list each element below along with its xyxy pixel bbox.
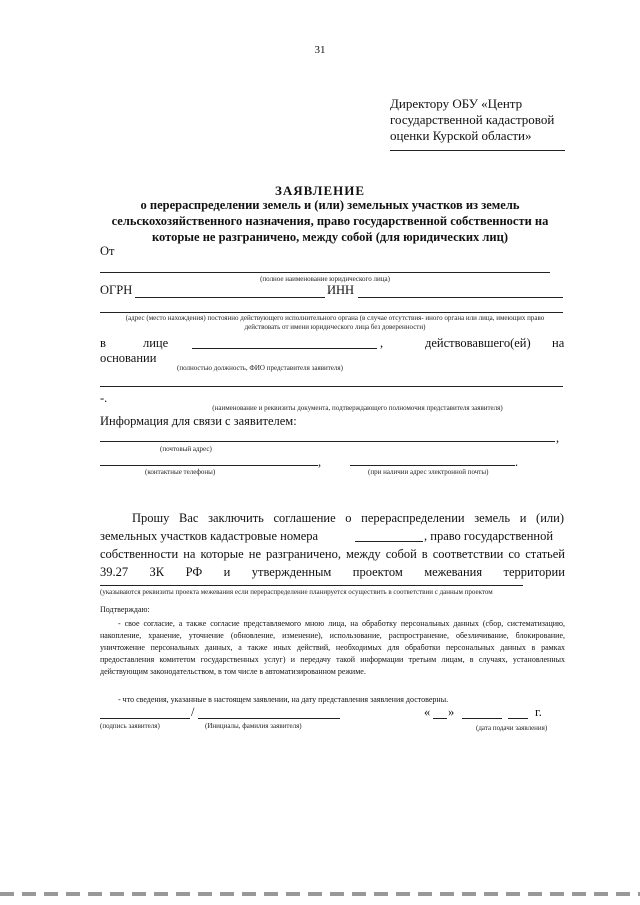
request-word: ЗК (149, 565, 165, 579)
request-line-4 (100, 562, 565, 582)
date-caption: (дата подачи заявления) (476, 724, 548, 732)
basis-document-field[interactable] (100, 386, 563, 387)
from-caption: (полное наименование юридического лица) (260, 275, 390, 283)
document-caption: (наименование и реквизиты документа, подтверждающего полномочия представителя заявителя) (212, 404, 503, 412)
request-word: и (223, 565, 231, 579)
cadastral-numbers-field[interactable] (355, 541, 423, 542)
applicant-name-field[interactable] (100, 272, 550, 273)
date-close-quote: » (448, 705, 455, 719)
from-label: От (100, 244, 115, 258)
email-caption: (при наличии адрес электронной почты) (368, 468, 489, 476)
representative-caption: (полностью должность, ФИО представителя заявителя) (177, 364, 343, 372)
request-line-2-end: , право государственной (424, 529, 554, 543)
email-field[interactable] (350, 465, 515, 466)
in-person-v: в (100, 336, 106, 350)
postal-caption: (почтовый адрес) (160, 445, 212, 453)
request-line-3: собственности на которые не разграничено, между собой в соответствии со статьей (100, 547, 565, 561)
acting-label: действовавшего(ей) (425, 336, 531, 350)
ogrn-field[interactable] (135, 297, 325, 298)
addressee-line: государственной кадастровой (390, 112, 555, 127)
signature-caption: (подпись заявителя) (100, 722, 160, 730)
date-day-field[interactable] (433, 718, 447, 719)
contact-heading: Информация для связи с заявителем: (100, 414, 297, 428)
signature-slash: / (191, 705, 195, 719)
page-number: 31 (314, 44, 326, 56)
addressee-line: Директору ОБУ «Центр (390, 96, 523, 111)
project-caption: (указываются реквизиты проекта межевания если перераспределение планируется осуществить в соответствии с данным проектом (100, 588, 493, 596)
inn-label: ИНН (327, 283, 355, 297)
confirm-item-accuracy: - что сведения, указанные в настоящем заявлении, на дату представления заявления достоверны. (118, 695, 449, 704)
phone-field[interactable] (100, 465, 318, 466)
addressee-line: оценки Курской области» (390, 128, 532, 143)
year-suffix: г. (535, 705, 542, 719)
postal-address-field[interactable] (100, 441, 555, 442)
in-person-face: лице (143, 336, 169, 350)
request-line-2-start: земельных участков кадастровые номера (100, 529, 319, 543)
request-word: 39.27 (100, 565, 129, 579)
document-subtitle: о перераспределении земель и (или) земельных участков из земель сельскохозяйственного назначения, право государственной собственности на которые не разграничено, между собой (для юридических лиц) (111, 198, 549, 244)
request-word: утвержденным (251, 565, 332, 579)
applicant-initials-field[interactable] (198, 718, 340, 719)
request-word: межевания (424, 565, 483, 579)
addressee-signature-line[interactable] (390, 150, 565, 151)
ogrn-label: ОГРН (100, 283, 133, 297)
basis-label: основании (100, 351, 157, 365)
address-caption: (адрес (место нахождения) постоянно действующего исполнительного органа (в случае отсутствия- иного органа или лица, имеющих право действовать от имени юридического лица без доверенности) (125, 314, 545, 331)
signature-field[interactable] (100, 718, 190, 719)
document-title: ЗАЯВЛЕНИЕ (274, 183, 366, 198)
confirm-item-consent: - свое согласие, а также согласие представляемого мною лица, на обработку персональных данных (сбор, систематизацию, накопление, хранение, уточнение (обновление, изменение), использование, распространение, обезличивание, блокирование, уничтожение персональных данных, а также иных действий, необходимых для обработки персональных данных в рамках предоставления комитетом государственных услуг) и передачу такой информации третьим лицам, в случаях, установленных действующим законодательством, в том числе в автоматизированном режиме. (100, 619, 565, 676)
dash-mark: -. (100, 391, 108, 405)
address-field[interactable] (100, 312, 563, 313)
date-open-quote: « (424, 705, 431, 719)
inn-field[interactable] (358, 297, 563, 298)
confirm-heading: Подтверждаю: (100, 605, 150, 614)
initials-caption: (Инициалы, фамилия заявителя) (205, 722, 302, 730)
date-month-field[interactable] (462, 718, 502, 719)
representative-field[interactable] (192, 348, 377, 349)
project-details-field[interactable] (100, 585, 523, 586)
request-word: проектом (352, 565, 403, 579)
addressee-block (390, 96, 570, 144)
phone-caption: (контактные телефоны) (145, 468, 216, 476)
request-line-1: Прошу Вас заключить соглашение о перераспределении земель и (или) (132, 511, 564, 525)
date-year-field[interactable] (508, 718, 528, 719)
document-page: 31 Директору ОБУ «Центр государственной кадастровой оценки Курской области» ЗАЯВЛЕНИЕ о перераспределении земель и (или) земельных участков из земель сельскохозяйственного назначения, право государственной собственности на которые не разграничено, между собой (для юридических лиц) От (полное наименование юридического лица) ОГРН ИНН (адрес (место нахождения) постоянно действующего исполнительного органа (в случае отсутствия- иного органа или лица, имеющих право действовать от имени юридического лица без доверенности) в лице , действовавшего(ей) на основании (полностью должность, ФИО представителя заявителя) -. (наименование и реквизиты документа, подтверждающего полномочия представителя заявителя) Информация для связи с заявителем: , (почтовый адрес) , . (контактные телефоны) (при наличии адрес электронной почты) Прошу Вас заключить соглашение о перераспределении земель и (или) земельных участков кадастровые номера , право государственной собственности на которые не разграничено, между собой в соответствии со статьей 39.27 ЗК РФ и утвержденным проектом межевания территории (указываются реквизиты проекта межевания если перераспределение планируется осуществить в соответствии с данным проектом Подтверждаю: - свое согласие, а также согласие представляемого мною лица, на обработку персональных данных (сбор, систематизацию, накопление, хранение, уточнение (обновление, изменение), использование, распространение, обезличивание, блокирование, уничтожение персональных данных, а также иных действий, необходимых для обработки персональных данных в рамках предоставления комитетом государственных услуг) и передачу такой информации третьим лицам, в случаях, установленных действующим законодательством, в том числе в автоматизированном режиме. - что сведения, указанные в настоящем заявлении, на дату представления заявления достоверны. / « » г. (подпись заявителя) (Инициалы, фамилия заявителя) (дата подачи заявления) (0, 0, 640, 905)
request-word: РФ (185, 565, 203, 579)
request-word: территории (503, 565, 565, 579)
scan-edge-artifact (0, 892, 640, 896)
on-label: на (552, 336, 565, 350)
